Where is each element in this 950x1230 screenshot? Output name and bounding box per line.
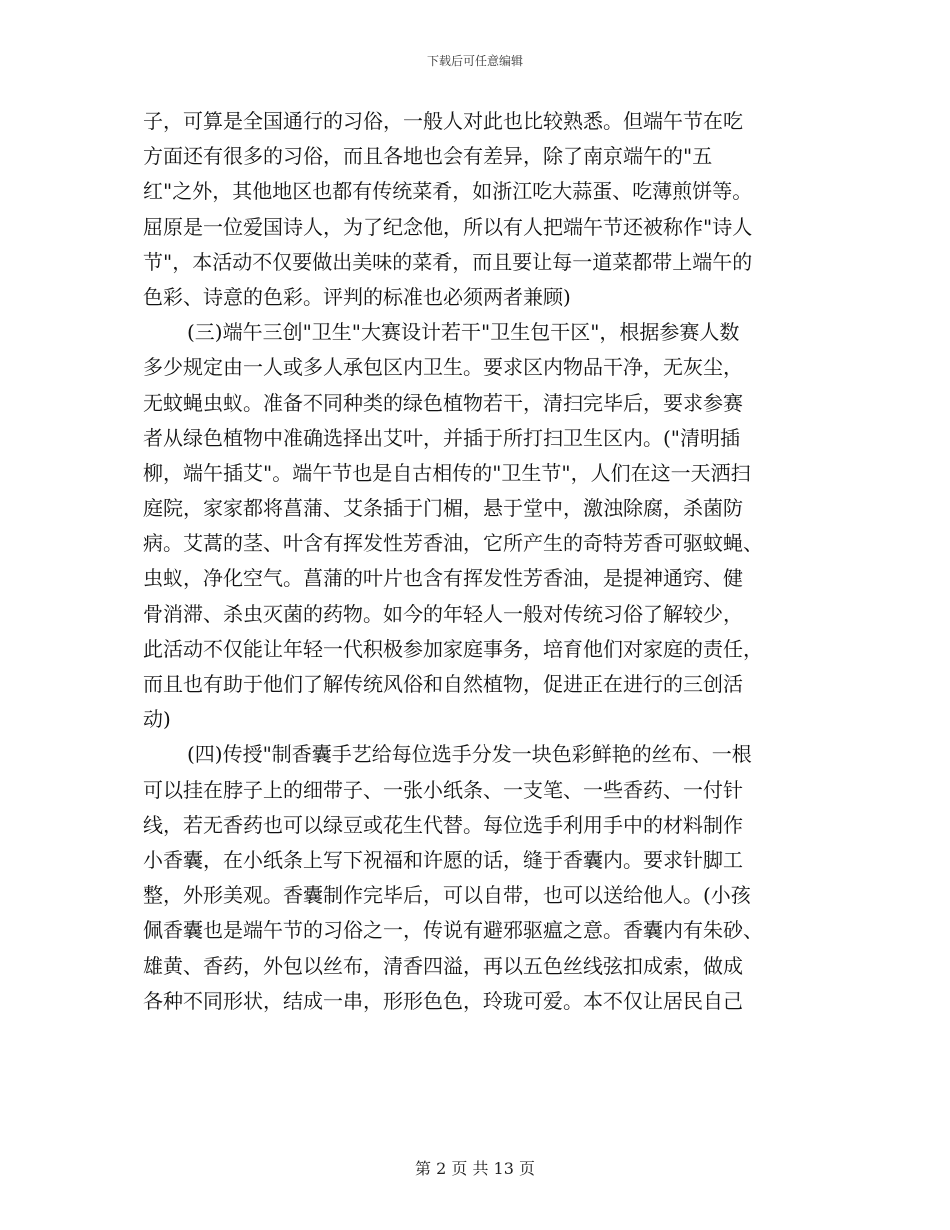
text-line: 者从绿色植物中准确选择出艾叶，并插于所打扫卫生区内。("清明插 (143, 425, 741, 450)
paragraph-start-line: (四)传授"制香囊手艺给每位选手分发一块色彩鲜艳的丝布、一根 (187, 742, 752, 767)
text-line: 此活动不仅能让年轻一代积极参加家庭事务，培育他们对家庭的责任， (143, 636, 763, 661)
text-line: 可以挂在脖子上的细带子、一张小纸条、一支笔、一些香药、一付针 (143, 777, 743, 802)
text-line: 各种不同形状，结成一串，形形色色，玲珑可爱。本不仅让居民自己 (143, 988, 743, 1013)
text-line: 红"之外，其他地区也都有传统菜肴，如浙江吃大蒜蛋、吃薄煎饼等。 (143, 179, 753, 204)
text-line: 虫蚁，净化空气。菖蒲的叶片也含有挥发性芳香油，是提神通窍、健 (143, 566, 743, 591)
text-line: 线，若无香药也可以绿豆或花生代替。每位选手利用手中的材料制作 (143, 812, 743, 837)
text-line: 多少规定由一人或多人承包区内卫生。要求区内物品干净，无灰尘， (143, 355, 743, 380)
page-number-footer: 第 2 页 共 13 页 (415, 1159, 535, 1178)
text-line: 骨消滞、杀虫灭菌的药物。如今的年轻人一般对传统习俗了解较少， (143, 601, 743, 626)
page-header: 下载后可任意编辑 (426, 54, 523, 68)
text-line: 整，外形美观。香囊制作完毕后，可以自带，也可以送给他人。(小孩 (143, 883, 751, 908)
text-line: 病。艾蒿的茎、叶含有挥发性芳香油，它所产生的奇特芳香可驱蚊蝇、 (143, 531, 763, 556)
text-line: 节"，本活动不仅要做出美味的菜肴，而且要让每一道菜都带上端午的 (143, 249, 753, 274)
text-line: 佩香囊也是端午节的习俗之一，传说有避邪驱瘟之意。香囊内有朱砂、 (143, 918, 763, 943)
text-line: 小香囊，在小纸条上写下祝福和许愿的话，缝于香囊内。要求针脚工 (143, 847, 743, 872)
text-line: 柳，端午插艾"。端午节也是自古相传的"卫生节"，人们在这一天洒扫 (143, 460, 751, 485)
text-line: 而且也有助于他们了解传统风俗和自然植物，促进正在进行的三创活 (143, 672, 743, 696)
text-line: 子，可算是全国通行的习俗，一般人对此也比较熟悉。但端午节在吃 (143, 109, 743, 133)
text-line: 方面还有很多的习俗，而且各地也会有差异，除了南京端午的"五 (143, 144, 713, 169)
document-body (143, 104, 823, 1019)
text-line: 庭院，家家都将菖蒲、艾条插于门楣，悬于堂中，激浊除腐，杀菌防 (143, 496, 743, 521)
text-line: 雄黄、香药，外包以丝布，清香四溢，再以五色丝线弦扣成索，做成 (143, 953, 743, 978)
paragraph-start-line: (三)端午三创"卫生"大赛设计若干"卫生包干区"，根据参赛人数 (187, 320, 740, 345)
text-line: 无蚊蝇虫蚁。准备不同种类的绿色植物若干，清扫完毕后，要求参赛 (143, 390, 743, 415)
text-line: 色彩、诗意的色彩。评判的标准也必须两者兼顾) (143, 284, 571, 309)
text-line: 屈原是一位爱国诗人，为了纪念他，所以有人把端午节还被称作"诗人 (143, 214, 753, 239)
text-line: 动) (143, 707, 171, 732)
